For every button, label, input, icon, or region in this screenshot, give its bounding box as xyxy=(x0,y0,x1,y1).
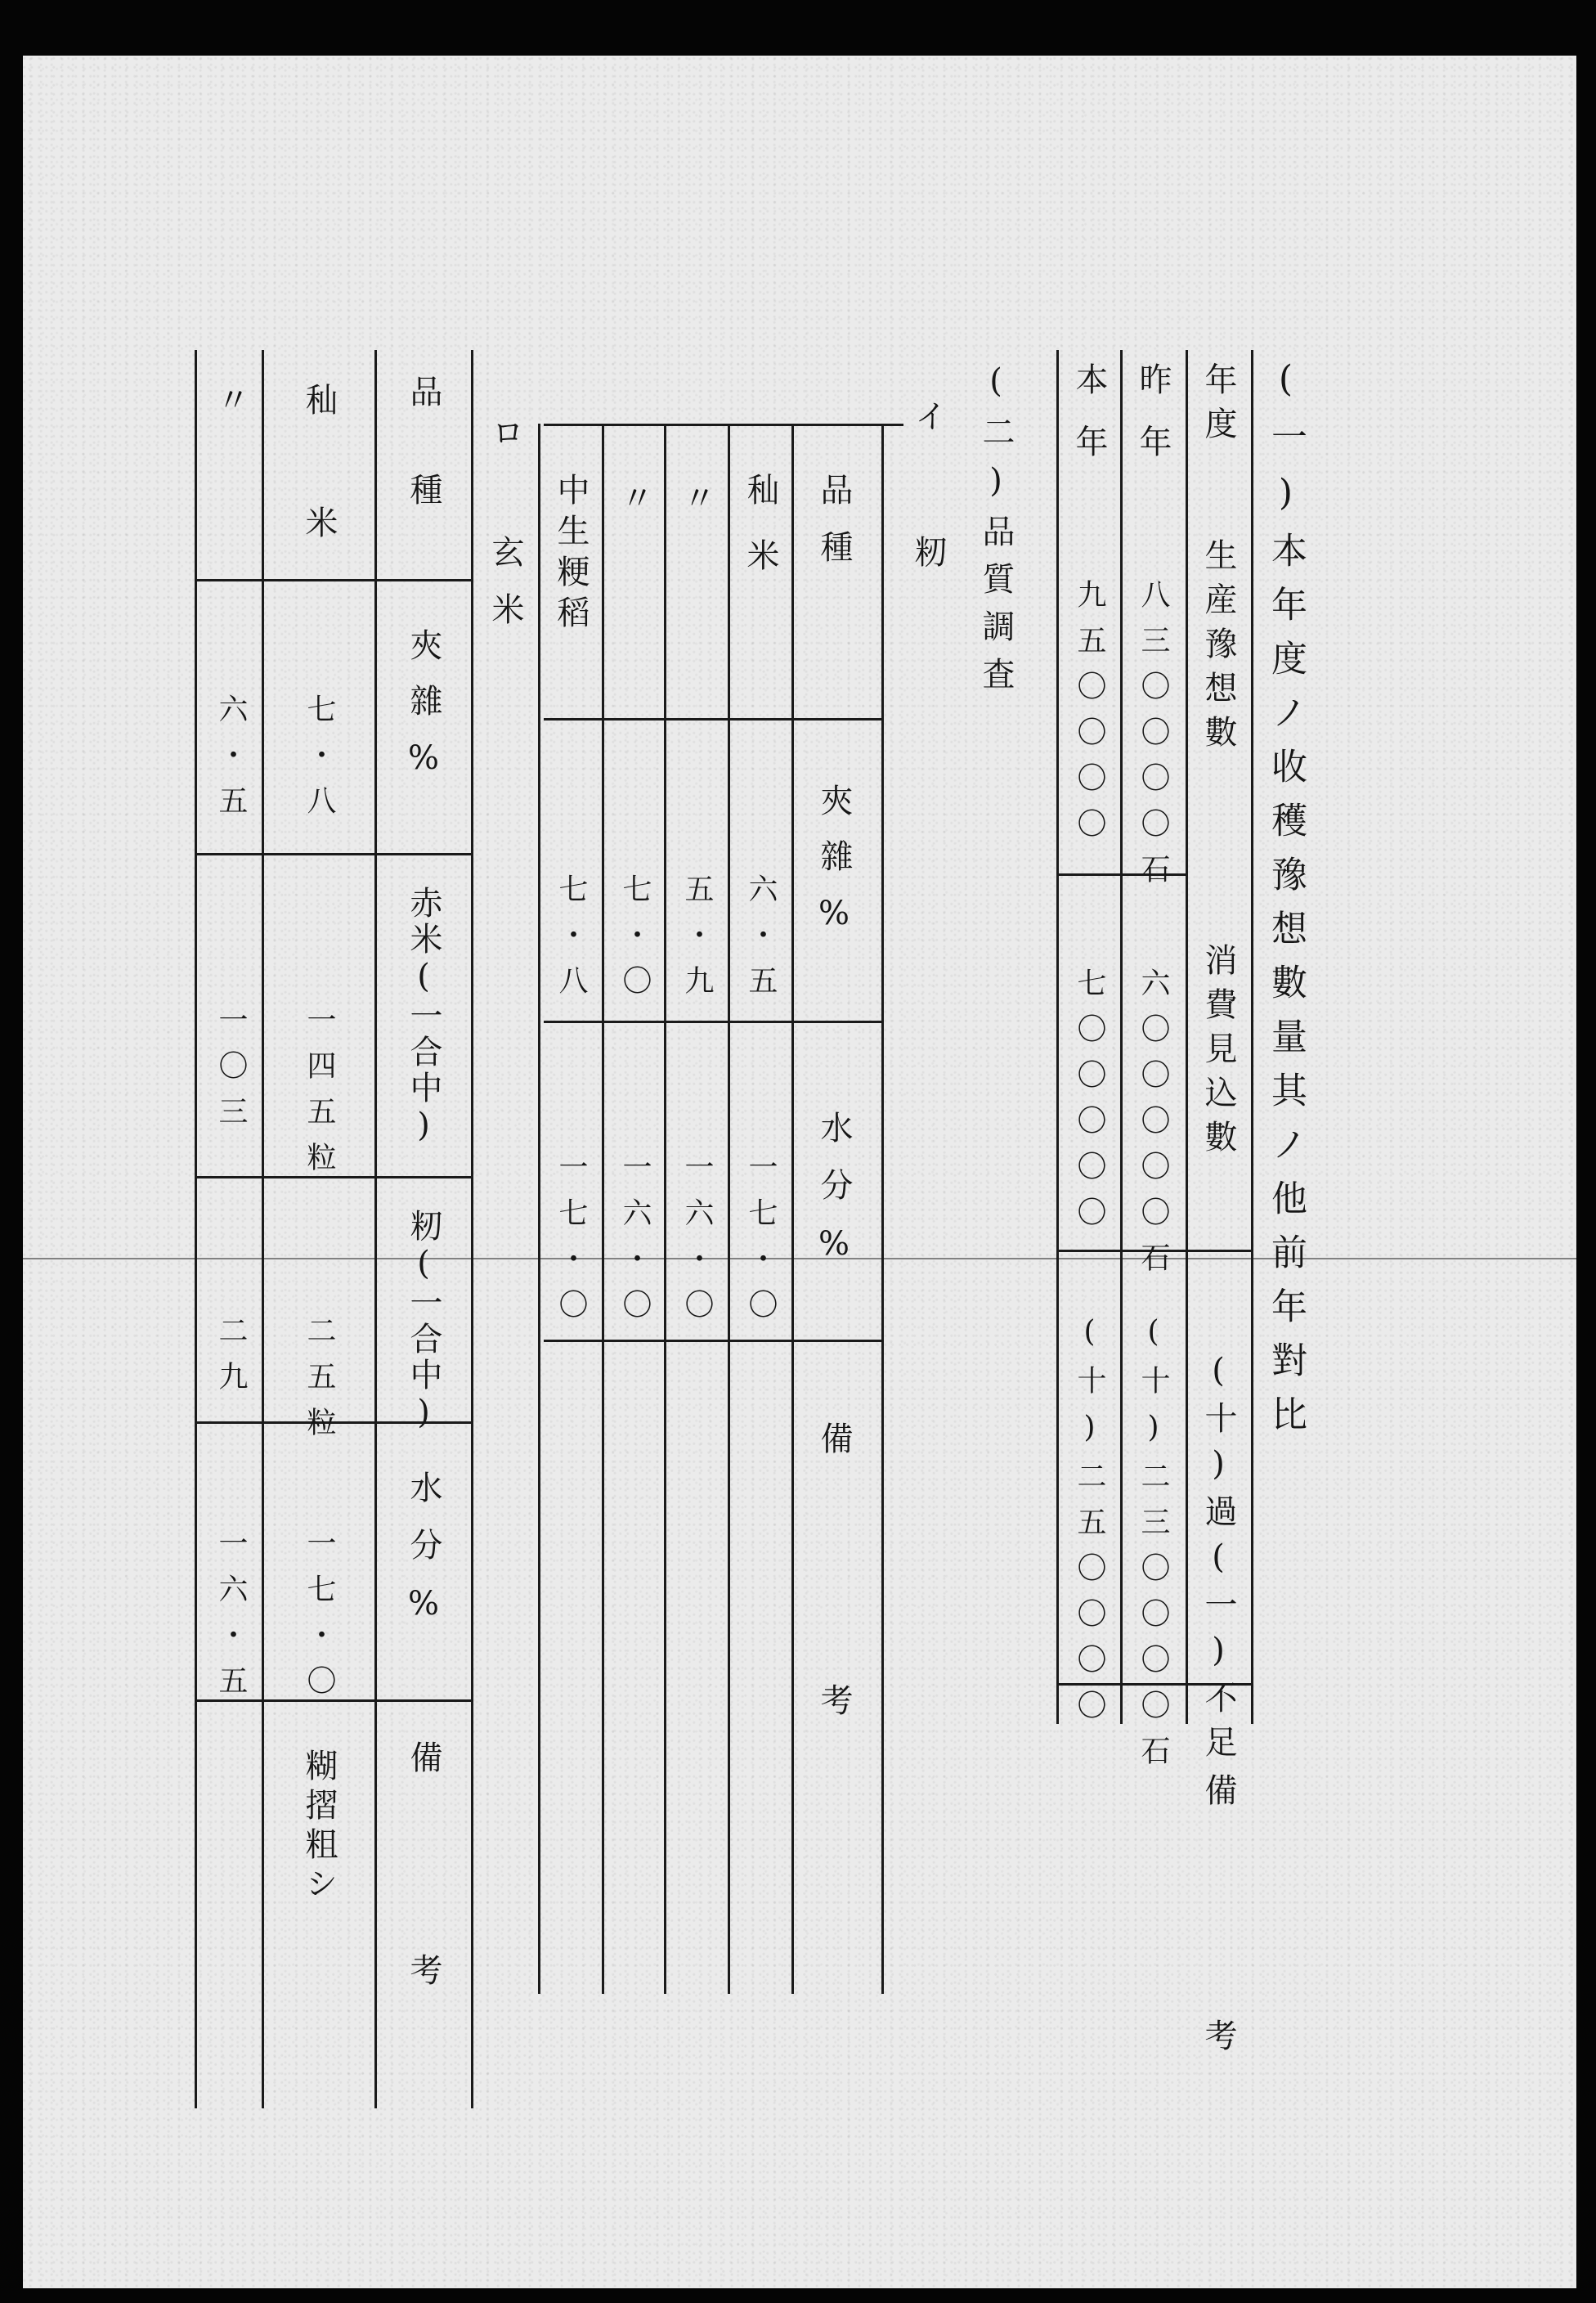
table-3-divider xyxy=(262,350,264,2108)
table-1-row-production: 九五〇〇〇〇 xyxy=(1073,579,1106,854)
table-2-divider xyxy=(602,424,604,1994)
table-3-header-remarks: 備考 xyxy=(405,1740,442,2166)
table-3-header-red-rice: 赤米(一合中) xyxy=(405,886,442,1147)
table-2-rule xyxy=(544,1021,883,1023)
table-2-row-impurity: 七・〇 xyxy=(618,873,652,1011)
table-2-row-impurity: 七・八 xyxy=(554,873,588,1011)
table-2-border xyxy=(881,424,884,1994)
table-3-row-impurity: 六・五 xyxy=(214,694,248,831)
table-3-row-impurity: 七・八 xyxy=(303,694,336,831)
table-3-header-variety: 品種 xyxy=(405,375,442,571)
document-page xyxy=(23,56,1576,2288)
table-3-row-paddy: 二五粒 xyxy=(303,1315,336,1452)
table-2-divider xyxy=(664,424,666,1994)
table-3-rule xyxy=(195,853,473,855)
table-3-divider xyxy=(374,350,377,2108)
table-1-header-consumption: 消費見込數 xyxy=(1199,943,1237,1164)
table-3-border xyxy=(195,350,197,2108)
table-2-rule xyxy=(544,1340,883,1342)
table-2-top-rule xyxy=(544,424,903,426)
table-2-row-variety: 中生粳稻 xyxy=(552,473,590,636)
table-1-divider xyxy=(1120,350,1123,1724)
fold-crease xyxy=(23,1258,1576,1259)
table-3-row-moisture: 一六・五 xyxy=(214,1528,248,1711)
table-3-header-moisture: 水分% xyxy=(405,1470,442,1647)
table-2-row-moisture: 一六・〇 xyxy=(618,1152,652,1335)
table-1-row-year: 本年 xyxy=(1070,362,1108,487)
table-3-border xyxy=(471,350,473,2108)
table-2-row-moisture: 一七・〇 xyxy=(554,1152,588,1335)
table-3-row-paddy: 二九 xyxy=(214,1315,248,1407)
table-1-row-consumption: 七〇〇〇〇〇 xyxy=(1073,967,1106,1242)
heading-1: (一)本年度ノ收穫豫想數量其ノ他前年對比 xyxy=(1265,358,1307,1449)
table-3-row-remarks: 糊摺粗シ xyxy=(300,1749,338,1906)
table-2-header-variety: 品種 xyxy=(815,473,853,587)
table-3-row-moisture: 一七・〇 xyxy=(303,1528,336,1711)
table-1-header-remarks: 備考 xyxy=(1199,1773,1237,2264)
table-1-border xyxy=(1056,350,1059,1724)
table-2-row-impurity: 六・五 xyxy=(744,873,778,1011)
table-3-header-paddy: 籾(一合中) xyxy=(405,1209,442,1434)
table-1-border xyxy=(1251,350,1253,1724)
table-2-header-moisture: 水分% xyxy=(815,1111,853,1287)
sub-heading-brown-rice: ロ 玄米 xyxy=(486,415,524,649)
table-1-row-difference: (十)二三〇〇〇〇石 xyxy=(1136,1315,1170,1781)
table-1-header-production: 生産豫想數 xyxy=(1199,538,1237,759)
table-2-row-moisture: 一六・〇 xyxy=(680,1152,714,1335)
table-3-row-red-rice: 一〇三 xyxy=(214,1004,248,1142)
table-3-row-variety: 秈米 xyxy=(300,383,338,628)
table-2-row-variety: 〃 xyxy=(616,481,653,525)
table-1-row-difference: (十)二五〇〇〇〇 xyxy=(1073,1315,1106,1735)
table-2-header-impurity: 夾雜% xyxy=(815,783,853,955)
table-2-divider xyxy=(728,424,730,1994)
table-2-rule xyxy=(544,718,883,721)
table-1-header-difference: (十)過(一)不足 xyxy=(1199,1352,1237,1769)
table-1-row-year: 昨年 xyxy=(1134,362,1172,487)
table-2-border xyxy=(538,424,540,1994)
table-2-divider xyxy=(791,424,794,1994)
table-3-header-impurity: 夾雜% xyxy=(405,628,442,800)
table-2-row-impurity: 五・九 xyxy=(680,873,714,1011)
table-2-row-moisture: 一七・〇 xyxy=(744,1152,778,1335)
table-1-divider xyxy=(1186,350,1188,1724)
heading-2: (二)品質調査 xyxy=(977,362,1015,704)
table-1-row-production: 八三〇〇〇〇石 xyxy=(1136,579,1170,900)
sub-heading-paddy: イ 籾 xyxy=(909,399,947,600)
table-3-row-variety: 〃 xyxy=(212,383,249,427)
table-3-row-red-rice: 一四五粒 xyxy=(303,1004,336,1187)
table-2-row-variety: 秈米 xyxy=(742,473,779,604)
table-2-header-remarks: 備考 xyxy=(815,1421,853,1945)
table-2-row-variety: 〃 xyxy=(678,481,715,525)
table-1-row-consumption: 六〇〇〇〇〇石 xyxy=(1136,967,1170,1288)
table-1-header-year: 年度 xyxy=(1199,362,1237,451)
